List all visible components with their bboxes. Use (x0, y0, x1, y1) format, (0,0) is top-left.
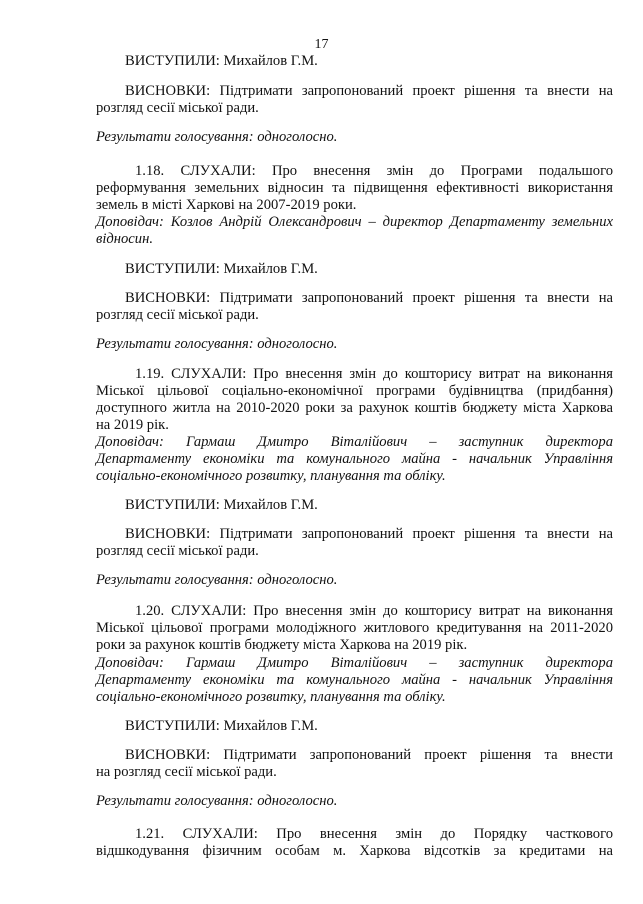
vysnovky-line: розгляд сесії міської ради. (96, 307, 259, 323)
vysnovky-line: ВИСНОВКИ: Підтримати запропонований проект рішення та внести (125, 747, 613, 763)
vysnovky-line: ВИСНОВКИ: Підтримати запропонований проект рішення та внести на (125, 290, 613, 306)
item-heading-1-21: 1.21. СЛУХАЛИ: Про внесення змін до Порядку часткового (135, 826, 613, 842)
vysnovky-line: ВИСНОВКИ: Підтримати запропонований проект рішення та внести на (125, 83, 613, 99)
vysnovky-line: розгляд сесії міської ради. (96, 100, 259, 116)
speaker-line: Доповідач: Гармаш Дмитро Віталійович – заступник директора (96, 655, 613, 671)
item-text: Міської цільової соціально-економічної програми будівництва (придбання) (96, 383, 613, 399)
speaker-line: соціально-економічного розвитку, планування та обліку. (96, 468, 446, 484)
vystupyly-line: ВИСТУПИЛИ: Михайлов Г.М. (125, 53, 318, 69)
page-number: 17 (314, 37, 329, 52)
item-text: відшкодування фізичним особам м. Харкова відсотків за кредитами на (96, 843, 613, 859)
vystupyly-line: ВИСТУПИЛИ: Михайлов Г.М. (125, 718, 318, 734)
item-text: роки за рахунок коштів бюджету міста Харкова на 2019 рік. (96, 637, 468, 653)
speaker-line: Департаменту економіки та комунального майна - начальник Управління (96, 451, 613, 467)
item-text: реформування земельних відносин та підвищення ефективності використання (96, 180, 613, 196)
item-text: Міської цільової програми молодіжного житлового кредитування на 2011-2020 (96, 620, 613, 636)
speaker-line: Доповідач: Козлов Андрій Олександрович – директор Департаменту земельних (96, 214, 613, 230)
speaker-line: Департаменту економіки та комунального майна - начальник Управління (96, 672, 613, 688)
voting-results: Результати голосування: одноголосно. (96, 793, 338, 809)
item-text: земель в місті Харкові на 2007-2019 роки. (96, 197, 357, 213)
speaker-line: соціально-економічного розвитку, планування та обліку. (96, 689, 446, 705)
speaker-line: Доповідач: Гармаш Дмитро Віталійович – заступник директора (96, 434, 613, 450)
item-heading-1-18: 1.18. СЛУХАЛИ: Про внесення змін до Програми подальшого (135, 163, 613, 179)
voting-results: Результати голосування: одноголосно. (96, 129, 338, 145)
voting-results: Результати голосування: одноголосно. (96, 572, 338, 588)
vystupyly-line: ВИСТУПИЛИ: Михайлов Г.М. (125, 497, 318, 513)
vysnovky-line: розгляд сесії міської ради. (96, 543, 259, 559)
voting-results: Результати голосування: одноголосно. (96, 336, 338, 352)
item-heading-1-19: 1.19. СЛУХАЛИ: Про внесення змін до кошторису витрат на виконання (135, 366, 613, 382)
vysnovky-line: на розгляд сесії міської ради. (96, 764, 277, 780)
item-text: доступного житла на 2010-2020 роки за рахунок коштів бюджету міста Харкова (96, 400, 613, 416)
vysnovky-line: ВИСНОВКИ: Підтримати запропонований проект рішення та внести на (125, 526, 613, 542)
item-text: на 2019 рік. (96, 417, 169, 433)
speaker-line: відносин. (96, 231, 153, 247)
vystupyly-line: ВИСТУПИЛИ: Михайлов Г.М. (125, 261, 318, 277)
item-heading-1-20: 1.20. СЛУХАЛИ: Про внесення змін до кошторису витрат на виконання (135, 603, 613, 619)
